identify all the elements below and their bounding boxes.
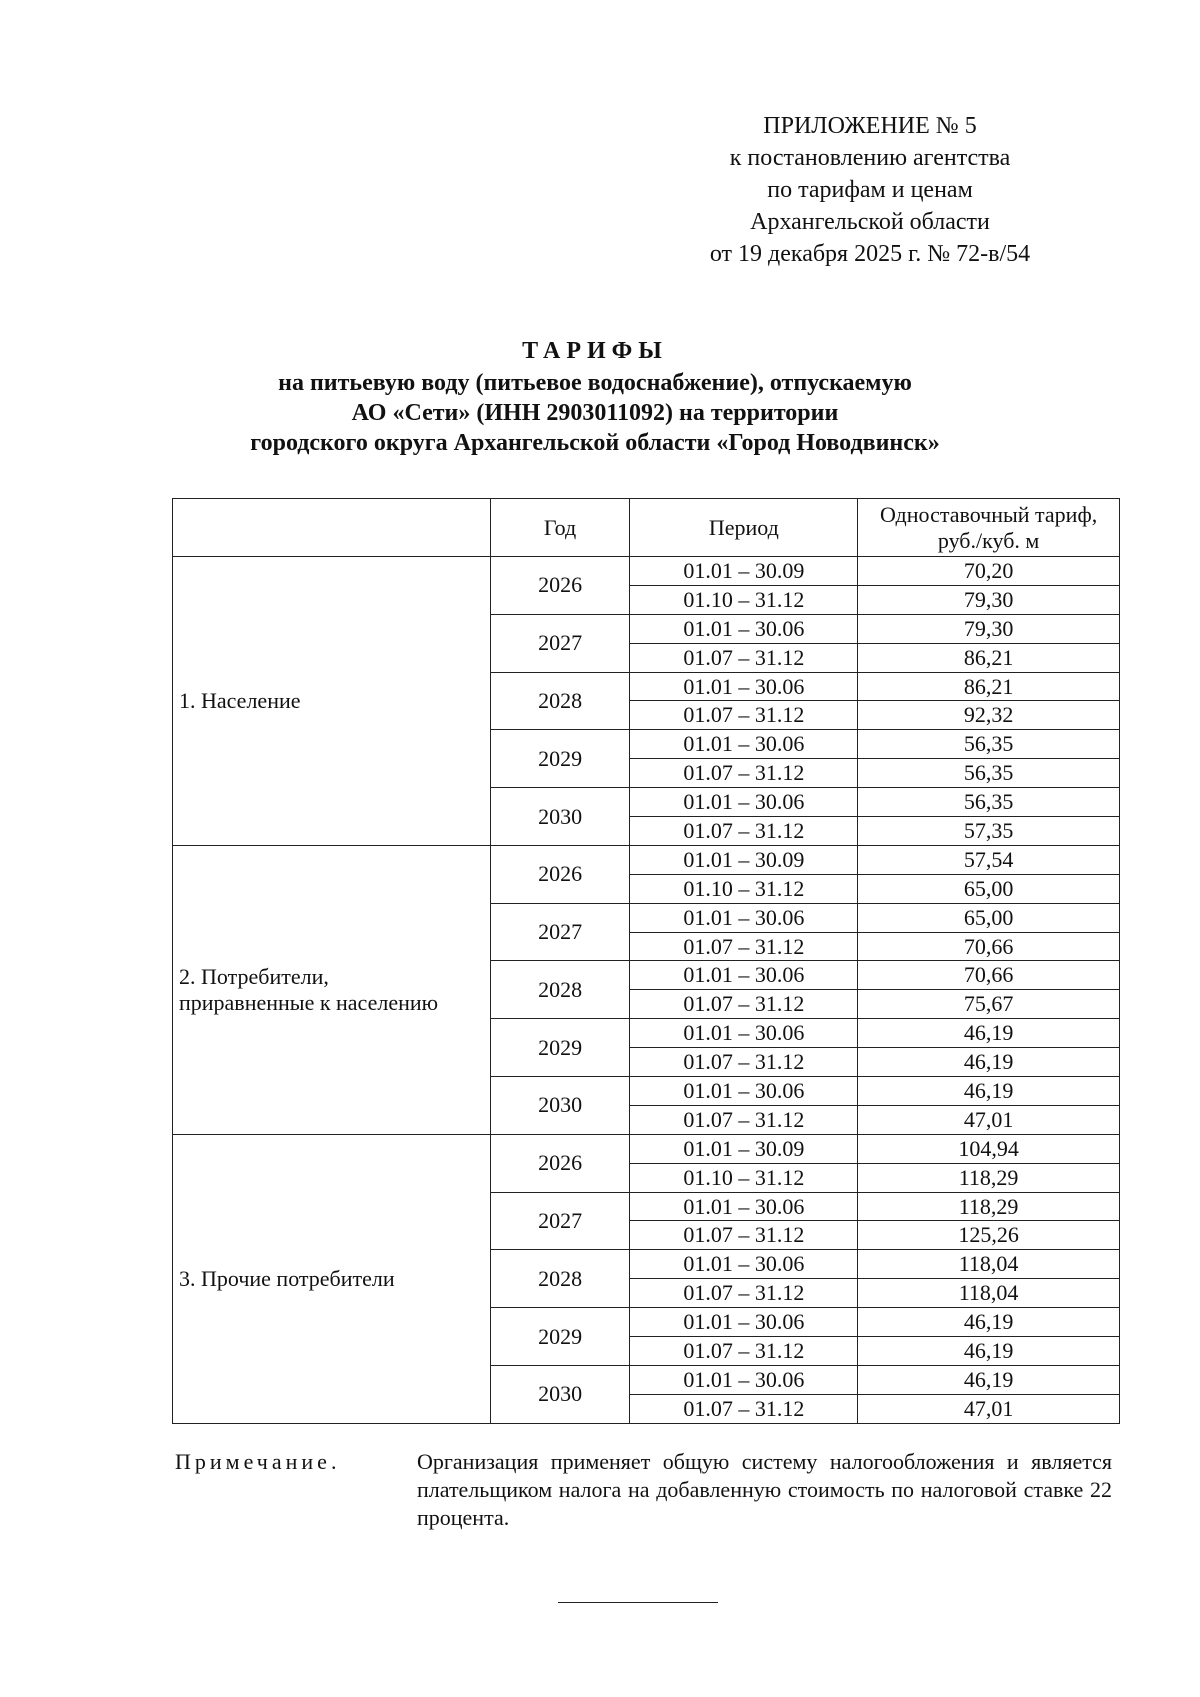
year-cell: 2027 xyxy=(490,614,630,672)
header-category xyxy=(173,499,491,557)
tariff-value-cell: 118,04 xyxy=(858,1279,1120,1308)
title-main: ТАРИФЫ xyxy=(522,338,668,364)
period-cell: 01.07 – 31.12 xyxy=(630,1105,858,1134)
year-cell: 2030 xyxy=(490,1365,630,1423)
tariff-value-cell: 56,35 xyxy=(858,788,1120,817)
tariff-value-cell: 65,00 xyxy=(858,874,1120,903)
tariff-value-cell: 79,30 xyxy=(858,614,1120,643)
year-cell: 2026 xyxy=(490,557,630,615)
end-divider xyxy=(558,1602,718,1603)
header-tariff-unit: руб./куб. м xyxy=(937,527,1040,553)
period-cell: 01.10 – 31.12 xyxy=(630,874,858,903)
tariff-value-cell: 125,26 xyxy=(858,1221,1120,1250)
tariff-value-cell: 70,66 xyxy=(858,961,1120,990)
appendix-date: от 19 декабря 2025 г. № 72-в/54 xyxy=(709,241,1031,267)
year-cell: 2027 xyxy=(490,1192,630,1250)
title-line: на питьевую воду (питьевое водоснабжение), отпускаемую xyxy=(278,370,912,396)
year-cell: 2028 xyxy=(490,1250,630,1308)
category-cell xyxy=(173,845,491,1134)
tariff-value-cell: 46,19 xyxy=(858,1308,1120,1337)
header-tariff-line: Одноставочный тариф, xyxy=(879,501,1098,527)
category-cell xyxy=(173,1134,491,1423)
document-title xyxy=(160,336,1030,458)
year-cell: 2029 xyxy=(490,1019,630,1077)
period-cell: 01.01 – 30.06 xyxy=(630,1077,858,1106)
category-label: 3. Прочие потребители xyxy=(179,1265,395,1291)
tariffs-table xyxy=(172,498,1120,1424)
appendix-line: по тарифам и ценам xyxy=(767,177,973,203)
tariff-value-cell: 65,00 xyxy=(858,903,1120,932)
tariff-value-cell: 118,04 xyxy=(858,1250,1120,1279)
period-cell: 01.07 – 31.12 xyxy=(630,990,858,1019)
period-cell: 01.10 – 31.12 xyxy=(630,585,858,614)
period-cell: 01.07 – 31.12 xyxy=(630,759,858,788)
period-cell: 01.01 – 30.06 xyxy=(630,1019,858,1048)
tariff-value-cell: 75,67 xyxy=(858,990,1120,1019)
tariff-value-cell: 47,01 xyxy=(858,1394,1120,1423)
category-label-line2: приравненные к населению xyxy=(179,989,439,1015)
period-cell: 01.01 – 30.06 xyxy=(630,1192,858,1221)
period-cell: 01.07 – 31.12 xyxy=(630,1394,858,1423)
table-row xyxy=(173,1134,1120,1163)
year-cell: 2027 xyxy=(490,903,630,961)
period-cell: 01.07 – 31.12 xyxy=(630,1279,858,1308)
year-cell: 2030 xyxy=(490,788,630,846)
tariff-value-cell: 56,35 xyxy=(858,759,1120,788)
period-cell: 01.01 – 30.06 xyxy=(630,614,858,643)
tariff-value-cell: 92,32 xyxy=(858,701,1120,730)
period-cell: 01.01 – 30.09 xyxy=(630,845,858,874)
period-cell: 01.07 – 31.12 xyxy=(630,1337,858,1366)
table-header-row xyxy=(173,499,1120,557)
year-cell: 2026 xyxy=(490,845,630,903)
period-cell: 01.07 – 31.12 xyxy=(630,1221,858,1250)
period-cell: 01.01 – 30.06 xyxy=(630,1365,858,1394)
note-label: Примечание. xyxy=(175,1449,341,1474)
year-cell: 2029 xyxy=(490,730,630,788)
period-cell: 01.07 – 31.12 xyxy=(630,932,858,961)
period-cell: 01.01 – 30.06 xyxy=(630,903,858,932)
tariff-value-cell: 46,19 xyxy=(858,1365,1120,1394)
title-line: АО «Сети» (ИНН 2903011092) на территории xyxy=(351,400,839,426)
year-cell: 2028 xyxy=(490,961,630,1019)
year-cell: 2028 xyxy=(490,672,630,730)
category-label: 1. Население xyxy=(179,687,301,713)
year-cell: 2026 xyxy=(490,1134,630,1192)
tariff-value-cell: 79,30 xyxy=(858,585,1120,614)
header-year: Год xyxy=(490,499,630,557)
appendix-number: ПРИЛОЖЕНИЕ № 5 xyxy=(763,113,977,139)
tariff-value-cell: 86,21 xyxy=(858,672,1120,701)
period-cell: 01.10 – 31.12 xyxy=(630,1163,858,1192)
period-cell: 01.01 – 30.09 xyxy=(630,557,858,586)
tariff-value-cell: 70,66 xyxy=(858,932,1120,961)
appendix-line: к постановлению агентства xyxy=(729,145,1011,171)
tariff-value-cell: 57,35 xyxy=(858,817,1120,846)
year-cell: 2030 xyxy=(490,1077,630,1135)
header-tariff xyxy=(858,499,1120,557)
category-label: 2. Потребители, xyxy=(179,963,329,989)
tariff-value-cell: 46,19 xyxy=(858,1019,1120,1048)
category-cell xyxy=(173,557,491,846)
period-cell: 01.01 – 30.06 xyxy=(630,1308,858,1337)
tariff-value-cell: 104,94 xyxy=(858,1134,1120,1163)
period-cell: 01.07 – 31.12 xyxy=(630,817,858,846)
tariff-value-cell: 46,19 xyxy=(858,1048,1120,1077)
year-cell: 2029 xyxy=(490,1308,630,1366)
tariff-value-cell: 118,29 xyxy=(858,1163,1120,1192)
tariff-value-cell: 57,54 xyxy=(858,845,1120,874)
table-row xyxy=(173,845,1120,874)
period-cell: 01.01 – 30.09 xyxy=(630,1134,858,1163)
table-row xyxy=(173,557,1120,586)
appendix-line: Архангельской области xyxy=(750,209,990,235)
tariff-value-cell: 86,21 xyxy=(858,643,1120,672)
period-cell: 01.01 – 30.06 xyxy=(630,672,858,701)
table-body xyxy=(173,557,1120,1424)
tariff-value-cell: 70,20 xyxy=(858,557,1120,586)
title-line: городского округа Архангельской области «Город Новодвинск» xyxy=(250,430,940,456)
period-cell: 01.07 – 31.12 xyxy=(630,701,858,730)
tariff-value-cell: 46,19 xyxy=(858,1077,1120,1106)
header-period: Период xyxy=(630,499,858,557)
period-cell: 01.01 – 30.06 xyxy=(630,1250,858,1279)
tariff-value-cell: 46,19 xyxy=(858,1337,1120,1366)
appendix-block xyxy=(680,110,1060,270)
period-cell: 01.07 – 31.12 xyxy=(630,643,858,672)
period-cell: 01.01 – 30.06 xyxy=(630,788,858,817)
period-cell: 01.01 – 30.06 xyxy=(630,961,858,990)
tariff-value-cell: 56,35 xyxy=(858,730,1120,759)
period-cell: 01.01 – 30.06 xyxy=(630,730,858,759)
tariff-value-cell: 47,01 xyxy=(858,1105,1120,1134)
note-text: Организация применяет общую систему налогообложения и является плательщиком налога на добавленную стоимость по налоговой ставке 22 процента. xyxy=(417,1449,1112,1530)
tariff-value-cell: 118,29 xyxy=(858,1192,1120,1221)
period-cell: 01.07 – 31.12 xyxy=(630,1048,858,1077)
